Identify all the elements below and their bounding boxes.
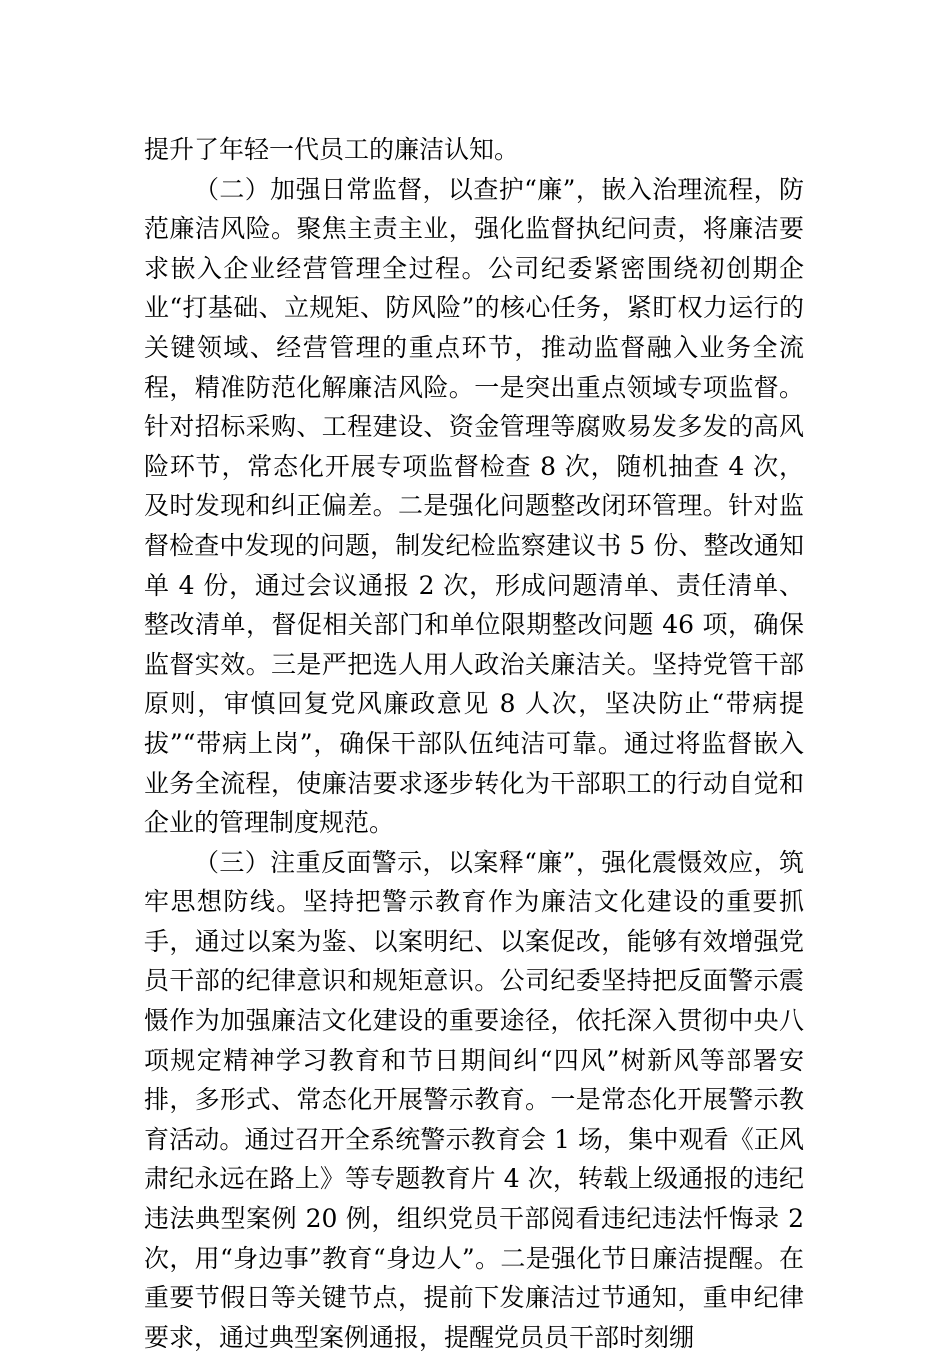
paragraph-section-2: （二）加强日常监督，以查护“廉”，嵌入治理流程，防范廉洁风险。聚焦主责主业，强化监督执纪问责，将廉洁要求嵌入企业经营管理全过程。公司纪委紧密围绕初创期企业“打基础、立规矩、防风险”的核心任务，紧盯权力运行的关键领域、经营管理的重点环节，推动监督融入业务全流程，精准防范化解廉洁风险。一是突出重点领域专项监督。针对招标采购、工程建设、资金管理等腐败易发多发的高风险环节，常态化开展专项监督检查 8 次，随机抽查 4 次，及时发现和纠正偏差。二是强化问题整改闭环管理。针对监督检查中发现的问题，制发纪检监察建议书 5 份、整改通知单 4 份，通过会议通报 2 次，形成问题清单、责任清单、整改清单，督促相关部门和单位限期整改问题 46 项，确保监督实效。三是严把选人用人政治关廉洁关。坚持党管干部原则，审慎回复党风廉政意见 8 人次，坚决防止“带病提拔”“带病上岗”，确保干部队伍纯洁可靠。通过将监督嵌入业务全流程，使廉洁要求逐步转化为干部职工的行动自觉和企业的管理制度规范。 [144,174,804,838]
paragraph-section-3: （三）注重反面警示，以案释“廉”，强化震慑效应，筑牢思想防线。坚持把警示教育作为廉洁文化建设的重要抓手，通过以案为鉴、以案明纪、以案促改，能够有效增强党员干部的纪律意识和规矩意识。公司纪委坚持把反面警示震慑作为加强廉洁文化建设的重要途径，依托深入贯彻中央八项规定精神学习教育和节日期间纠“四风”树新风等部署安排，多形式、常态化开展警示教育。一是常态化开展警示教育活动。通过召开全系统警示教育会 1 场，集中观看《正风肃纪永远在路上》等专题教育片 4 次，转载上级通报的违纪违法典型案例 20 例，组织党员干部阅看违纪违法忏悔录 2 次，用“身边事”教育“身边人”。二是强化节日廉洁提醒。在重要节假日等关键节点，提前下发廉洁过节通知，重申纪律要求，通过典型案例通报，提醒党员员干部时刻绷 [144,847,804,1352]
document-body [144,130,804,1357]
paragraph-continuation: 提升了年轻一代员工的廉洁认知。 [144,135,520,164]
